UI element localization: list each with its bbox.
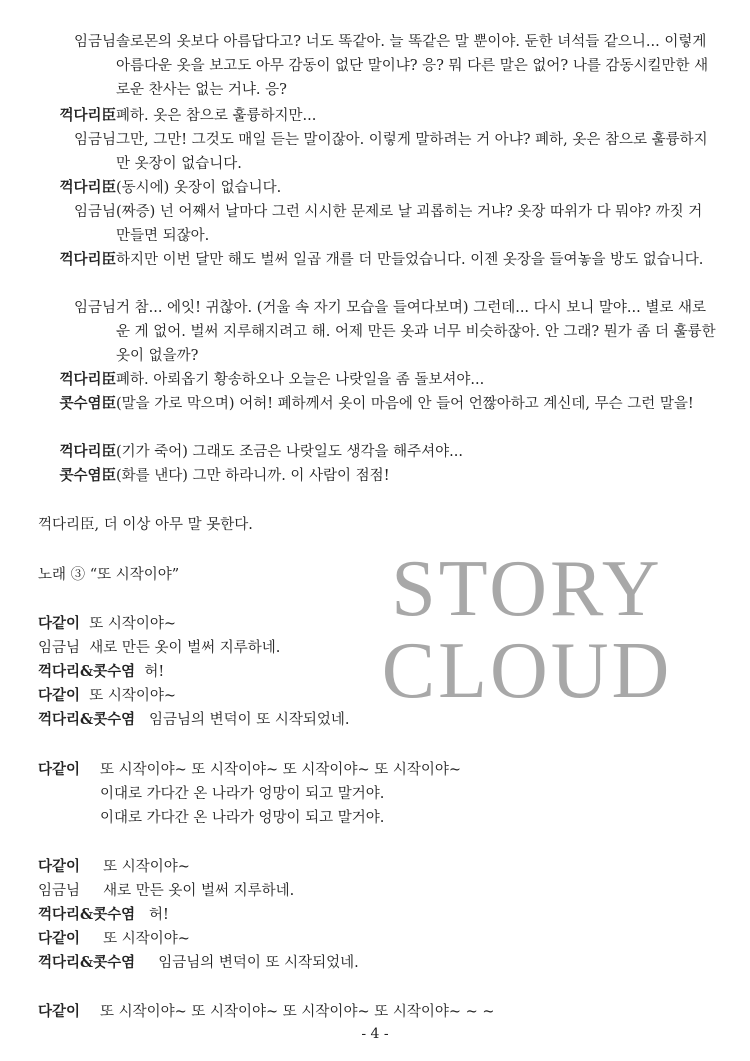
song-lyric: 새로 만든 옷이 벌써 지루하네.: [103, 883, 295, 899]
speaker-name: 꺽다리臣: [59, 371, 116, 388]
song-line: [38, 951, 359, 975]
speaker-name: 임금님: [73, 132, 116, 148]
dialogue-line: [38, 248, 718, 272]
song-line: [38, 879, 294, 903]
speaker-name: 꺽다리臣: [59, 179, 116, 196]
chorus-lyric: 또 시작이야~ 또 시작이야~ 또 시작이야~ 또 시작이야~: [100, 762, 461, 778]
song-lyric: 또 시작이야~ 또 시작이야~ 또 시작이야~ 또 시작이야~ ~ ~: [100, 1004, 495, 1020]
watermark-line: STORY: [391, 545, 663, 633]
dialogue-line: [38, 30, 718, 102]
song-lyric: 또 시작이야~: [103, 931, 190, 947]
stage-direction: 꺽다리臣, 더 이상 아무 말 못한다.: [38, 517, 253, 533]
dialogue-line: [38, 392, 718, 416]
dialogue-line: [38, 464, 718, 488]
chorus-line: [38, 758, 80, 782]
song-line: [38, 927, 190, 951]
song-singer: 임금님: [38, 883, 81, 899]
dialogue-line: [38, 368, 718, 392]
page-number: - 4 -: [361, 1026, 389, 1042]
dialogue-line: [38, 128, 718, 176]
song-lyric: 새로 만든 옷이 벌써 지루하네.: [89, 640, 281, 656]
song-lyric: 임금님의 변덕이 또 시작되었네.: [148, 712, 350, 728]
dialogue-line: [38, 176, 718, 200]
chorus-lyric: 이대로 가다간 온 나라가 엉망이 되고 말거야.: [100, 786, 385, 802]
speaker-name: 꺽다리臣: [59, 107, 116, 124]
song-line: [38, 1000, 80, 1024]
song-title: 노래 ③ “또 시작이야”: [38, 567, 180, 583]
dialogue-text: 하지만 이번 달만 해도 벌써 일곱 개를 더 만들었습니다. 이젠 옷장을 들여놓을 방도 없습니다.: [116, 252, 704, 268]
song-singer: 꺽다리&콧수염: [38, 906, 136, 923]
dialogue-text: (말을 가로 막으며) 어허! 폐하께서 옷이 마음에 안 들어 언짢아하고 계신데, 무슨 그런 말을!: [116, 396, 694, 412]
song-line: [38, 708, 350, 732]
song-line: [38, 903, 169, 927]
song-line: [38, 612, 176, 636]
song-singer: 다같이: [38, 761, 81, 778]
dialogue-text: 폐하. 옷은 참으로 훌륭하지만...: [116, 108, 317, 124]
chorus-lyric: 이대로 가다간 온 나라가 엉망이 되고 말거야.: [100, 810, 385, 826]
song-line: [38, 684, 176, 708]
speaker-name: 임금님: [73, 34, 116, 50]
song-line: [38, 660, 164, 684]
watermark-line: CLOUD: [381, 627, 673, 715]
song-lyric: 허!: [144, 664, 165, 680]
speaker-name: 꺽다리臣: [59, 251, 116, 268]
dialogue-line: [38, 440, 718, 464]
song-singer: 꺽다리&콧수염: [38, 954, 136, 971]
dialogue-text: (짜증) 넌 어째서 날마다 그런 시시한 문제로 날 괴롭히는 거냐? 옷장 따위가 다 뭐야? 까짓 거 만들면 되잖아.: [116, 204, 703, 244]
dialogue-text: (동시에) 옷장이 없습니다.: [116, 180, 282, 196]
song-lyric: 임금님의 변덕이 또 시작되었네.: [158, 955, 359, 971]
song-singer: 꺽다리&콧수염: [38, 663, 136, 680]
song-singer: 다같이: [38, 687, 81, 704]
song-line: [38, 855, 190, 879]
song-line: [38, 636, 280, 660]
song-lyric: 또 시작이야~: [103, 859, 190, 875]
dialogue-text: 솔로몬의 옷보다 아름답다고? 너도 똑같아. 늘 똑같은 말 뿐이야. 둔한 녀석들 같으니... 이렇게 아름다운 옷을 보고도 아무 감동이 없단 말이냐? 응? 뭐 다른 말은 없어? 나를 감동시킬만한 새로운 찬사는 없는 거냐. 응?: [116, 34, 709, 98]
dialogue-text: (화를 낸다) 그만 하라니까. 이 사람이 점점!: [116, 468, 390, 484]
song-singer: 다같이: [38, 930, 81, 947]
song-singer: 다같이: [38, 1003, 81, 1020]
dialogue-text: 그만, 그만! 그것도 매일 듣는 말이잖아. 이렇게 말하려는 거 아냐? 폐하, 옷은 참으로 훌륭하지만 옷장이 없습니다.: [116, 132, 708, 172]
speaker-name: 임금님: [73, 204, 116, 220]
dialogue-text: 거 참... 에잇! 귀찮아. (거울 속 자기 모습을 들여다보며) 그런데... 다시 보니 말야... 별로 새로운 게 없어. 벌써 지루해지려고 해. 어제 만든 옷과 너무 비슷하잖아. 안 그래? 뭔가 좀 더 훌륭한 옷이 없을까?: [116, 300, 716, 364]
watermark-logo: [372, 545, 682, 715]
dialogue-line: [38, 104, 718, 128]
song-singer: 꺽다리&콧수염: [38, 711, 136, 728]
dialogue-line: [38, 296, 718, 368]
dialogue-text: (기가 죽어) 그래도 조금은 나랏일도 생각을 해주셔야...: [116, 444, 463, 460]
speaker-name: 꺽다리臣: [59, 443, 116, 460]
song-singer: 임금님: [38, 640, 81, 656]
song-lyric: 허!: [148, 907, 169, 923]
song-singer: 다같이: [38, 858, 81, 875]
speaker-name: 콧수염臣: [59, 395, 116, 412]
dialogue-text: 폐하. 아뢰옵기 황송하오나 오늘은 나랏일을 좀 돌보셔야...: [116, 372, 485, 388]
dialogue-line: [38, 200, 718, 248]
speaker-name: 콧수염臣: [59, 467, 116, 484]
speaker-name: 임금님: [73, 300, 116, 316]
song-lyric: 또 시작이야~: [89, 616, 177, 632]
song-lyric: 또 시작이야~: [89, 688, 177, 704]
song-singer: 다같이: [38, 615, 81, 632]
